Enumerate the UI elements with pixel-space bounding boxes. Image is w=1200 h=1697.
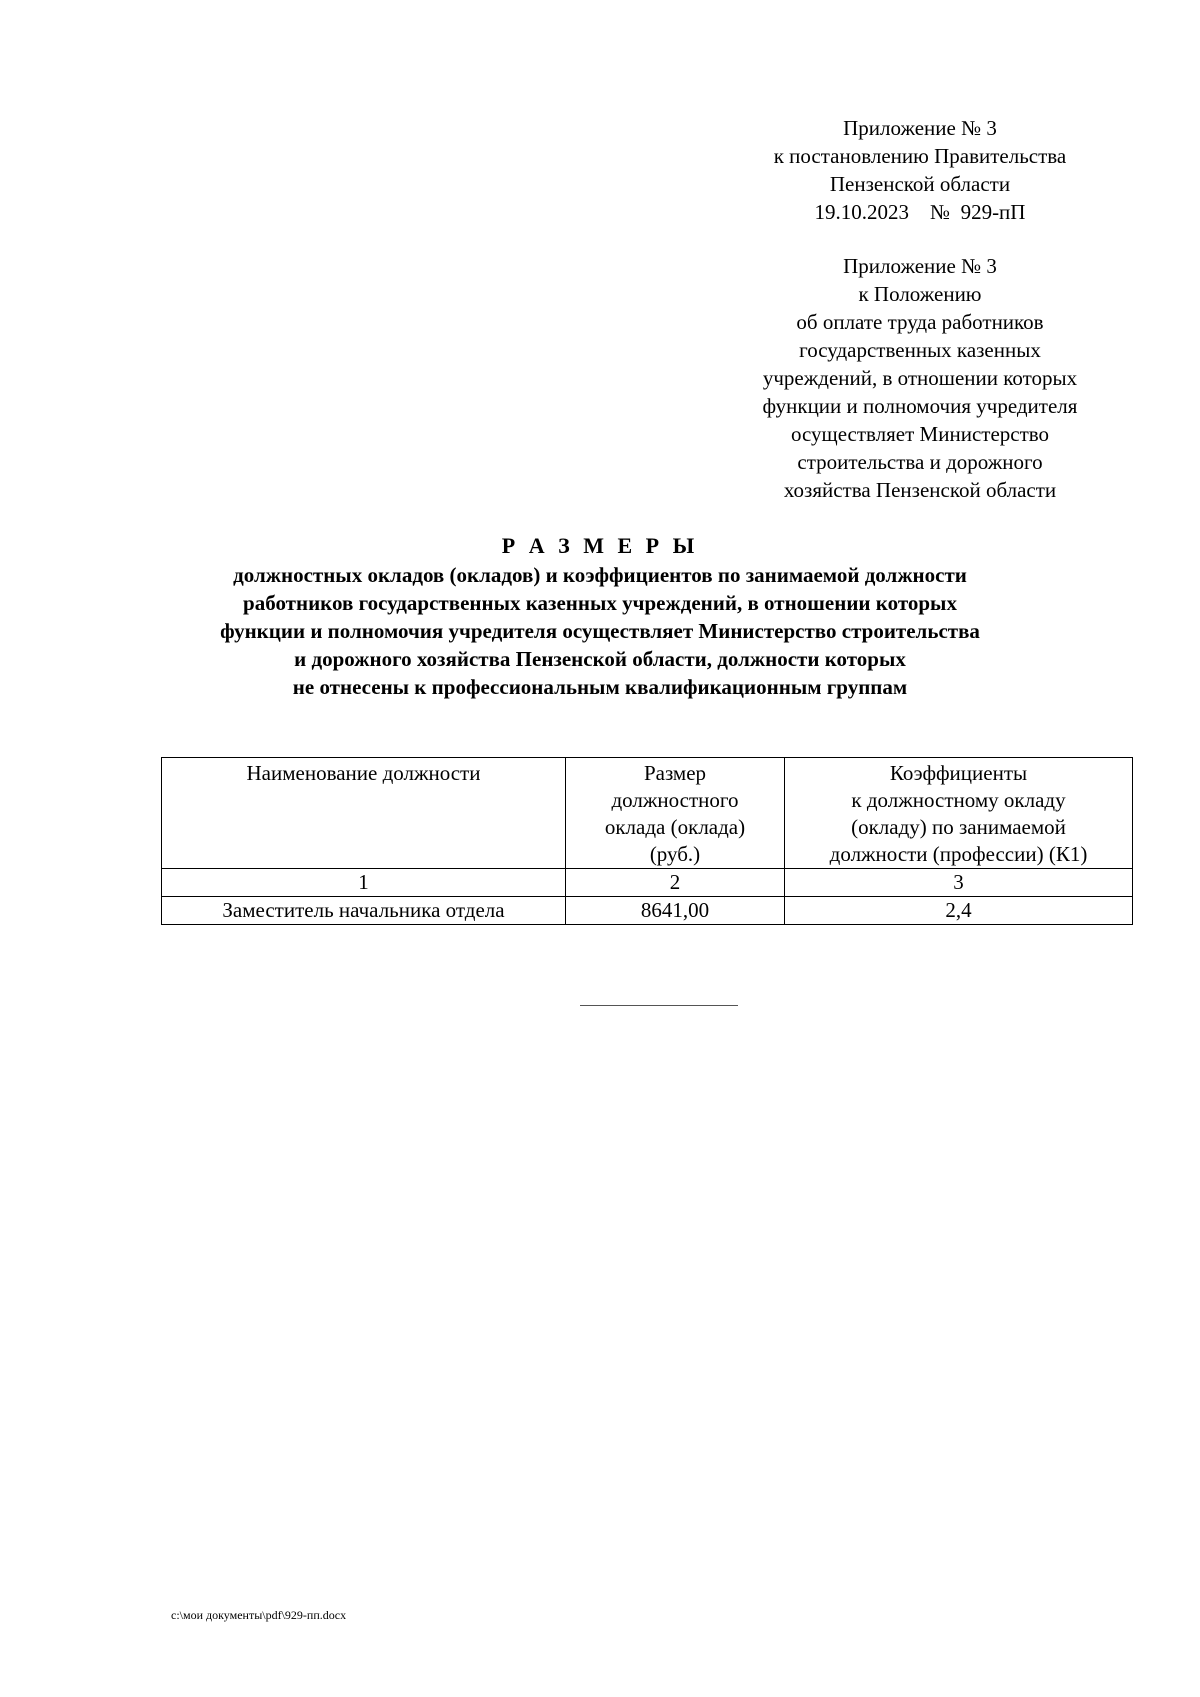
annex-line: государственных казенных	[799, 338, 1041, 362]
annex-resolution-block	[730, 114, 1110, 226]
annex-line: функции и полномочия учредителя	[762, 394, 1078, 418]
header-position-name: Наименование должности	[162, 758, 566, 869]
header-salary-size: Размер должностного оклада (оклада) (руб.)	[566, 758, 785, 869]
salary-table	[161, 757, 1133, 925]
title-line: и дорожного хозяйства Пензенской области, должности которых	[294, 647, 906, 671]
annex-line: хозяйства Пензенской области	[783, 478, 1057, 502]
annex-line: об оплате труда работников	[796, 310, 1044, 334]
document-title	[150, 531, 1050, 701]
annex-line: к Положению	[858, 282, 982, 306]
end-divider	[580, 1005, 738, 1006]
title-subtitle	[150, 561, 1050, 701]
title-line: работников государственных казенных учреждений, в отношении которых	[243, 591, 957, 615]
title-line: функции и полномочия учредителя осуществляет Министерство строительства	[220, 619, 980, 643]
title-main: Р А З М Е Р Ы	[501, 533, 699, 558]
annex-line: Приложение № 3	[843, 254, 997, 278]
column-number: 1	[162, 869, 566, 897]
annex-line: Пензенской области	[829, 172, 1011, 196]
annex-line: осуществляет Министерство	[790, 422, 1050, 446]
table-row	[162, 897, 1133, 925]
cell-coefficient: 2,4	[785, 897, 1133, 925]
cell-salary: 8641,00	[566, 897, 785, 925]
annex-line: строительства и дорожного	[797, 450, 1043, 474]
column-number: 2	[566, 869, 785, 897]
annex-regulation-block	[730, 252, 1110, 504]
title-line: не отнесены к профессиональным квалификационным группам	[292, 675, 908, 699]
table-numbering-row	[162, 869, 1133, 897]
annex-date-number: 19.10.2023 № 929-пП	[814, 200, 1026, 224]
title-line: должностных окладов (окладов) и коэффициентов по занимаемой должности	[233, 563, 967, 587]
annex-line: к постановлению Правительства	[773, 144, 1067, 168]
header-coefficients: Коэффициенты к должностному окладу (окладу) по занимаемой должности (профессии) (К1)	[785, 758, 1133, 869]
footer-file-path: c:\мои документы\pdf\929-пп.docx	[171, 1608, 347, 1622]
column-number: 3	[785, 869, 1133, 897]
cell-position-name: Заместитель начальника отдела	[162, 897, 566, 925]
table-header-row	[162, 758, 1133, 869]
annex-line: Приложение № 3	[843, 116, 997, 140]
annex-line: учреждений, в отношении которых	[762, 366, 1078, 390]
